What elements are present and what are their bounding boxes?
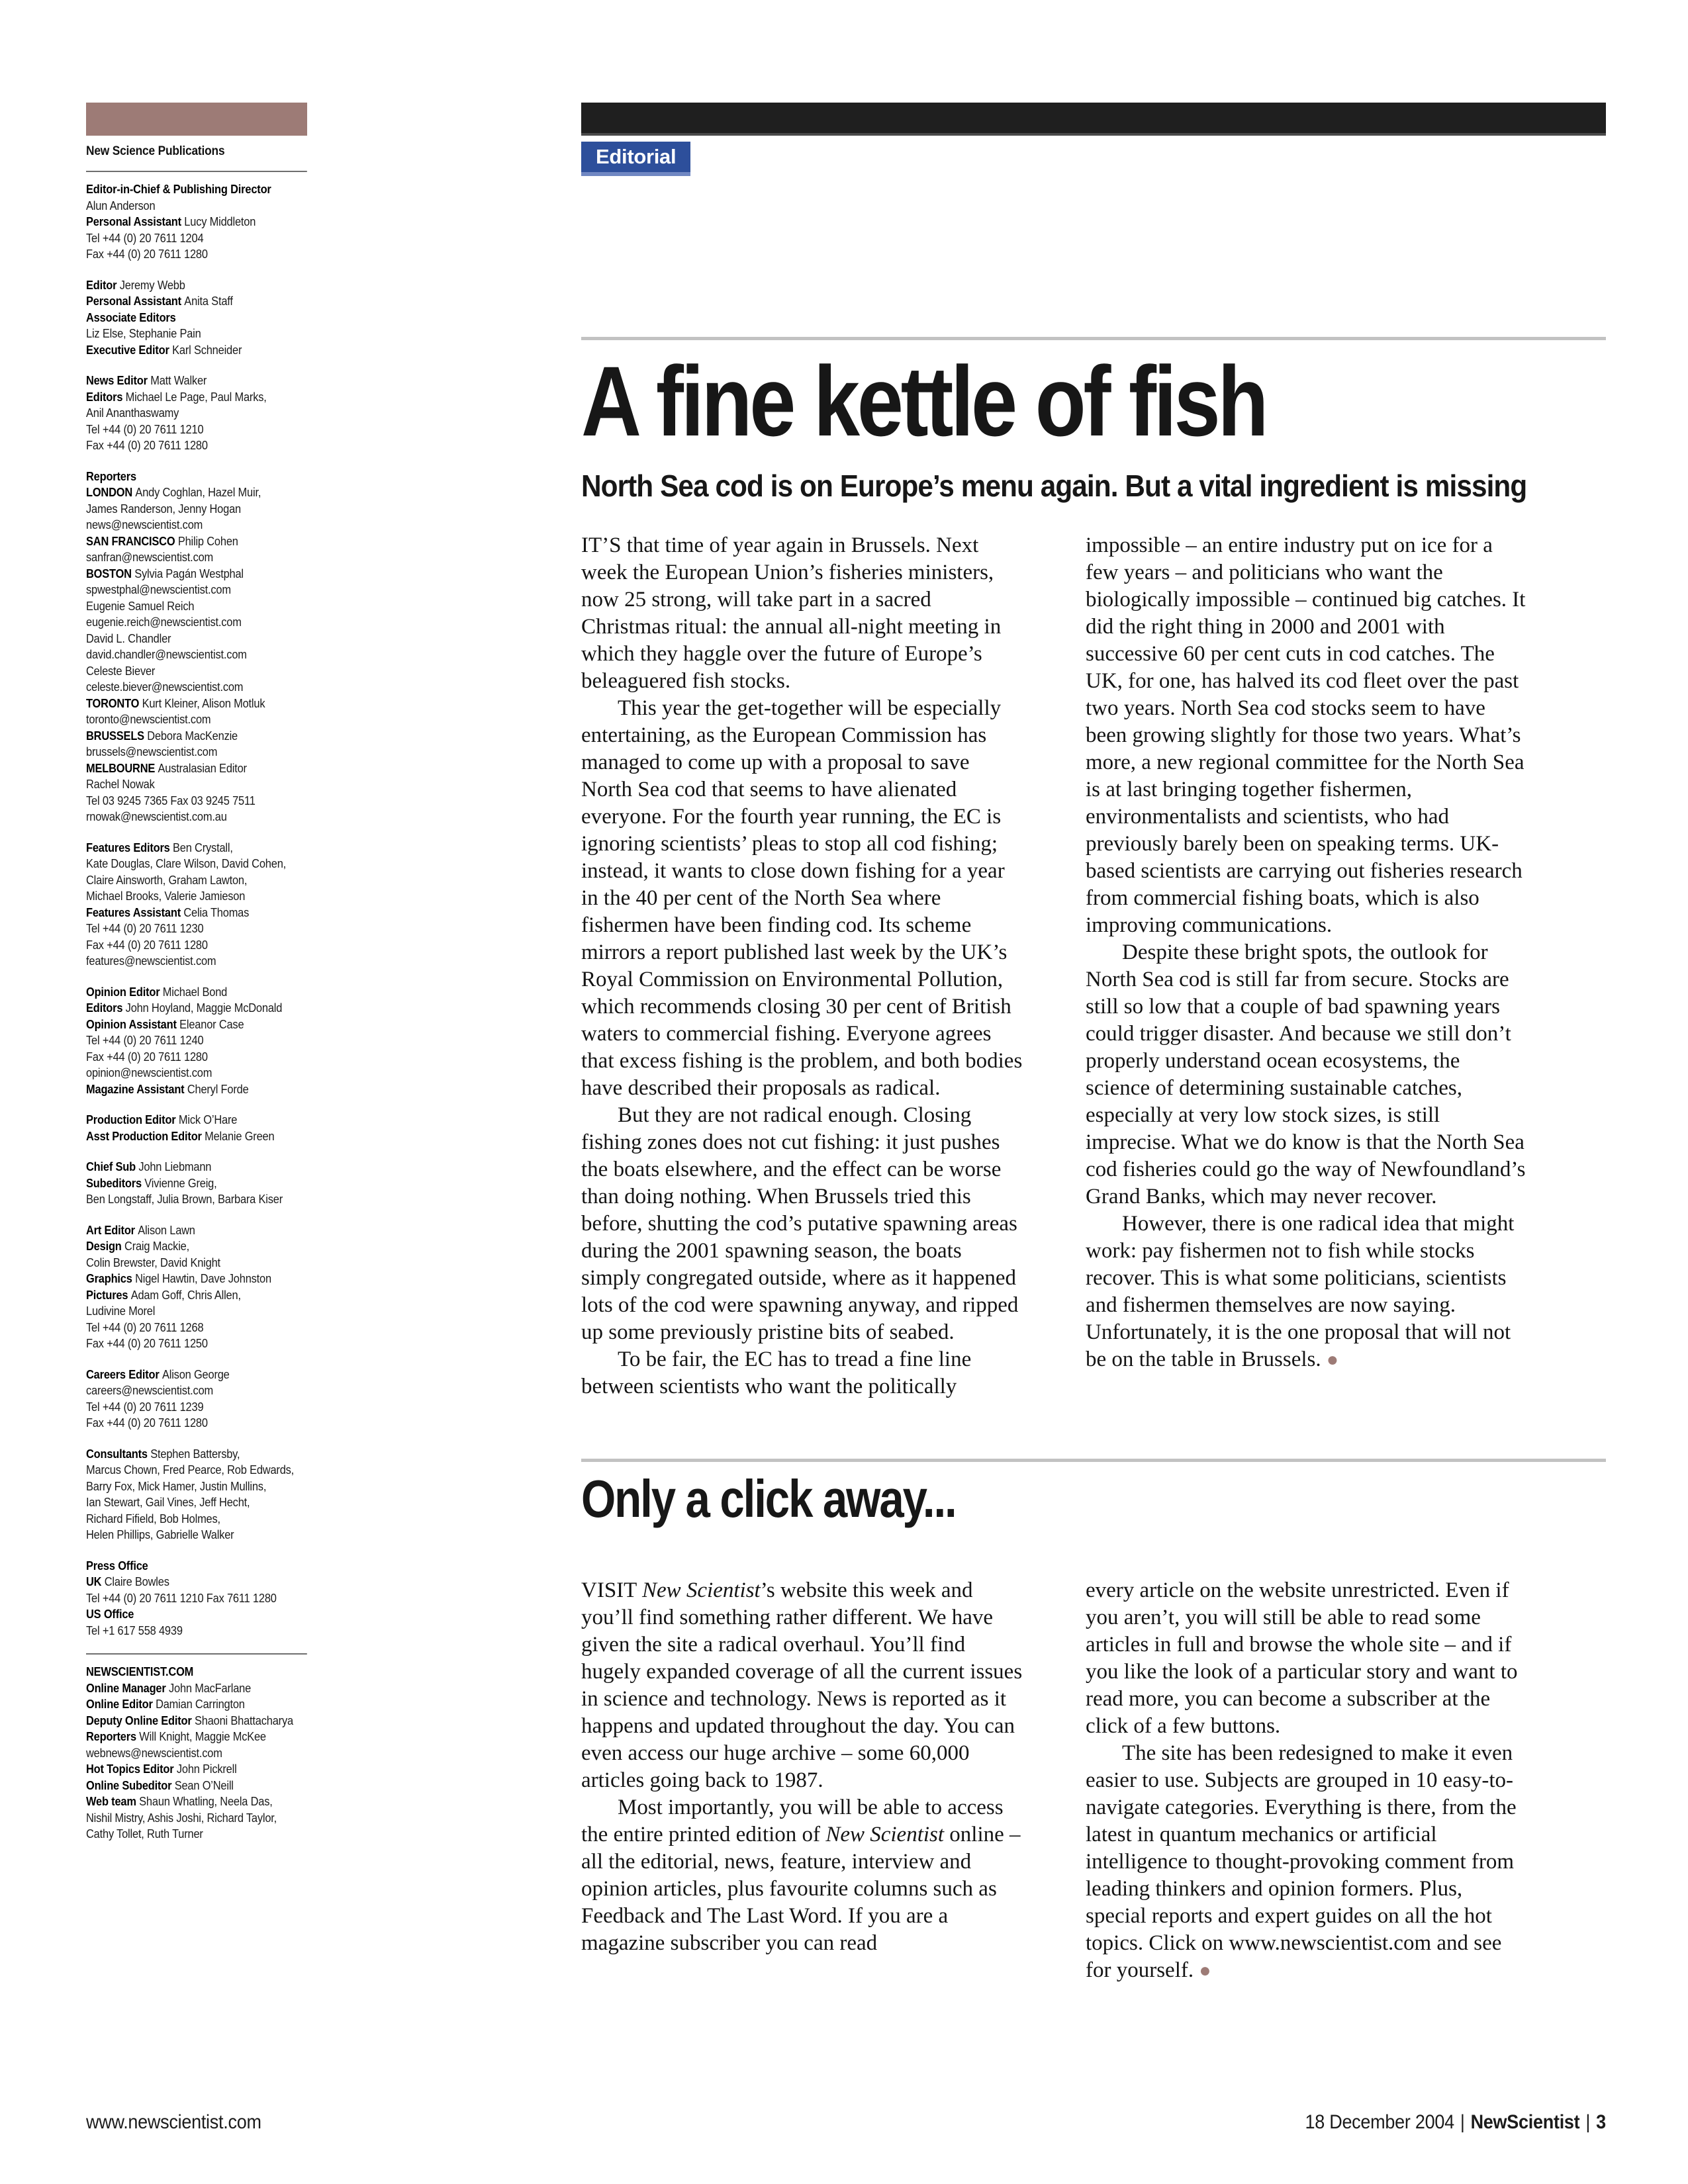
masthead-section <box>86 840 307 970</box>
masthead-section <box>86 181 307 263</box>
masthead-line: UK Claire Bowles <box>86 1575 169 1588</box>
headline-rule <box>581 337 1606 340</box>
masthead-line: Fax +44 (0) 20 7611 1280 <box>86 439 208 452</box>
masthead-section <box>86 277 307 359</box>
masthead-line: features@newscientist.com <box>86 954 216 968</box>
masthead-line: Opinion Assistant Eleanor Case <box>86 1017 244 1031</box>
masthead-sidebar <box>86 103 307 1857</box>
masthead-line: Editor-in-Chief & Publishing Director <box>86 183 271 196</box>
masthead-line: sanfran@newscientist.com <box>86 551 214 564</box>
article-column-right <box>1086 532 1528 1400</box>
masthead-line: Asst Production Editor Melanie Green <box>86 1129 275 1143</box>
masthead-line: Online Manager John MacFarlane <box>86 1681 252 1695</box>
top-black-bar <box>581 103 1606 136</box>
footer-date: 18 December 2004 <box>1305 2111 1454 2133</box>
masthead-line: Celeste Biever <box>86 664 156 678</box>
masthead-line: david.chandler@newscientist.com <box>86 648 247 661</box>
masthead-line: Fax +44 (0) 20 7611 1280 <box>86 938 208 952</box>
masthead-line: BOSTON Sylvia Pagán Westphal <box>86 567 244 580</box>
masthead-section <box>86 1159 307 1208</box>
masthead-text-block <box>86 144 307 1843</box>
masthead-line: Executive Editor Karl Schneider <box>86 343 242 357</box>
second-article-column-right <box>1086 1577 1528 1984</box>
body-paragraph: VISIT New Scientist’s website this week and you’ll find something rather different. We have given the site a radical overhaul. You’ll find hugely expanded coverage of all the current issues in science and technology. News is reported as it happens and updated throughout the day. You can even access our huge archive – some 60,000 articles going back to 1987. <box>581 1578 1023 1792</box>
masthead-line: Online Editor Damian Carrington <box>86 1698 245 1711</box>
masthead-section <box>86 1367 307 1432</box>
masthead-line: Personal Assistant Anita Staff <box>86 295 233 308</box>
body-paragraph: To be fair, the EC has to tread a fine line between scientists who want the politically <box>581 1347 972 1398</box>
footer-separator: | <box>1460 2111 1465 2133</box>
masthead-line: Subeditors Vivienne Greig, <box>86 1176 217 1190</box>
masthead-line: BRUSSELS Debora MacKenzie <box>86 729 238 743</box>
page-footer <box>86 2111 1606 2134</box>
masthead-line: eugenie.reich@newscientist.com <box>86 615 242 629</box>
masthead-line: toronto@newscientist.com <box>86 713 211 726</box>
masthead-line: Opinion Editor Michael Bond <box>86 985 228 999</box>
masthead-line: NEWSCIENTIST.COM <box>86 1665 194 1678</box>
masthead-line: Associate Editors <box>86 310 176 324</box>
masthead-line: Richard Fifield, Bob Holmes, <box>86 1512 220 1525</box>
masthead-line: Editors John Hoyland, Maggie McDonald <box>86 1001 283 1015</box>
masthead-line: Michael Brooks, Valerie Jamieson <box>86 889 246 903</box>
masthead-line: LONDON Andy Coghlan, Hazel Muir, <box>86 486 261 499</box>
masthead-line: Kate Douglas, Clare Wilson, David Cohen, <box>86 857 287 870</box>
masthead-line: James Randerson, Jenny Hogan <box>86 502 241 516</box>
body-paragraph: Despite these bright spots, the outlook for North Sea cod is still far from secure. Stocks are still so low that a couple of bad spawning years could trigger disaster. And because we still don’t properly understand ocean ecosystems, the science of determining sustainable catches, especially at very low stock sizes, is still imprecise. What we do know is that the North Sea cod fisheries could go the way of Newfoundland’s Grand Banks, which may never recover. <box>1086 940 1526 1208</box>
footer-issue-info <box>1305 2111 1606 2134</box>
masthead-line: Features Assistant Celia Thomas <box>86 905 250 919</box>
masthead-line: Reporters Will Knight, Maggie McKee <box>86 1730 266 1743</box>
masthead-line: Consultants Stephen Battersby, <box>86 1447 240 1461</box>
masthead-line: Personal Assistant Lucy Middleton <box>86 215 256 228</box>
body-paragraph: IT’S that time of year again in Brussels. Next week the European Union’s fisheries ministers, now 25 strong, will take part in a sacred Christmas ritual: the annual all-night meeting in which they haggle over the future of Europe’s beleaguered fish stocks. <box>581 533 1002 693</box>
end-bullet-icon: ● <box>1326 1349 1338 1371</box>
masthead-line: Tel +44 (0) 20 7611 1210 Fax 7611 1280 <box>86 1591 277 1605</box>
masthead-line: Deputy Online Editor Shaoni Bhattacharya <box>86 1713 293 1727</box>
article-column-left <box>581 532 1023 1400</box>
masthead-line: rnowak@newscientist.com.au <box>86 810 227 823</box>
masthead-line: Tel +44 (0) 20 7611 1230 <box>86 922 204 935</box>
masthead-section <box>86 469 307 825</box>
second-article-body <box>581 1577 1606 1984</box>
masthead-section <box>86 1446 307 1543</box>
masthead-line: Fax +44 (0) 20 7611 1280 <box>86 1050 208 1064</box>
body-paragraph: Most importantly, you will be able to access the entire printed edition of New Scientist online – all the editorial, news, feature, interview and opinion articles, plus favourite columns such as Feedback and The Last Word. If you are a magazine subscriber you can read <box>581 1796 1021 1955</box>
masthead-line: David L. Chandler <box>86 631 171 645</box>
footer-website: www.newscientist.com <box>86 2111 261 2133</box>
masthead-line: Nishil Mistry, Ashis Joshi, Richard Taylor, <box>86 1811 277 1825</box>
second-article-title: Only a click away... <box>581 1469 956 1528</box>
masthead-line: Fax +44 (0) 20 7611 1280 <box>86 248 208 261</box>
masthead-line: Colin Brewster, David Knight <box>86 1255 220 1269</box>
article-title: A fine kettle of fish <box>581 345 1266 457</box>
masthead-section <box>86 1664 307 1843</box>
masthead-line: Cathy Tollet, Ruth Turner <box>86 1827 203 1841</box>
footer-brand: NewScientist <box>1470 2111 1580 2133</box>
masthead-line: Anil Ananthaswamy <box>86 406 179 420</box>
masthead-line: Graphics Nigel Hawtin, Dave Johnston <box>86 1272 271 1285</box>
article-body <box>581 532 1606 1400</box>
masthead-line: Ludivine Morel <box>86 1304 156 1318</box>
article-standfirst: North Sea cod is on Europe’s menu again. But a vital ingredient is missing <box>581 469 1527 503</box>
masthead-line: MELBOURNE Australasian Editor <box>86 761 247 775</box>
masthead-line: Eugenie Samuel Reich <box>86 599 195 613</box>
masthead-line: Barry Fox, Mick Hamer, Justin Mullins, <box>86 1479 267 1493</box>
masthead-section <box>86 1112 307 1144</box>
masthead-line: Tel +44 (0) 20 7611 1240 <box>86 1034 204 1047</box>
masthead-line: Design Craig Mackie, <box>86 1240 190 1253</box>
masthead-line: news@newscientist.com <box>86 518 203 531</box>
masthead-line: Ben Longstaff, Julia Brown, Barbara Kiser <box>86 1193 283 1206</box>
masthead-line: Tel +44 (0) 20 7611 1204 <box>86 231 204 245</box>
masthead-line: Helen Phillips, Gabrielle Walker <box>86 1528 234 1541</box>
masthead-line: Hot Topics Editor John Pickrell <box>86 1762 237 1776</box>
masthead-line: Tel +1 617 558 4939 <box>86 1623 183 1637</box>
masthead-line: careers@newscientist.com <box>86 1384 214 1397</box>
masthead-line: Liz Else, Stephanie Pain <box>86 327 201 340</box>
section-tag-editorial: Editorial <box>581 142 690 176</box>
masthead-line: Reporters <box>86 469 136 483</box>
body-paragraph: impossible – an entire industry put on ice for a few years – and politicians who want the biologically impossible – continued big catches. It did the right thing in 2000 and 2001 with successive 60 per cent cuts in cod catches. The UK, for one, has halved its cod fleet over the past two years. North Sea cod stocks seem to have been growing slightly for those two years. What’s more, a new regional committee for the North Sea is at last bringing together fishermen, environmentalists and scientists, who had previously barely been on speaking terms. UK-based scientists are carrying out fisheries research from commercial fishing boats, which is also improving communications. <box>1086 533 1526 937</box>
masthead-line: Press Office <box>86 1559 148 1572</box>
masthead-line: SAN FRANCISCO Philip Cohen <box>86 534 238 548</box>
masthead-line: Pictures Adam Goff, Chris Allen, <box>86 1288 241 1302</box>
second-article-rule <box>581 1459 1606 1462</box>
sidebar-sections <box>86 181 307 1843</box>
masthead-line: Art Editor Alison Lawn <box>86 1223 195 1237</box>
body-paragraph: However, there is one radical idea that might work: pay fishermen not to fish while stocks recover. This is what some politicians, scientists and fishermen themselves are now saying. Unfortunately, it is the one proposal that will not be on the table in Brussels. ● <box>1086 1212 1515 1371</box>
masthead-line: Web team Shaun Whatling, Neela Das, <box>86 1795 273 1808</box>
body-paragraph: The site has been redesigned to make it even easier to use. Subjects are grouped in 10 easy-to-navigate categories. Everything is there, from the latest in quantum mechanics or artificial intelligence to thought-provoking comment from leading thinkers and opinion formers. Plus, special reports and expert guides on all the hot topics. Click on www.newscientist.com and see for yourself. ● <box>1086 1741 1517 1982</box>
masthead-line: Alun Anderson <box>86 199 156 212</box>
masthead-line: News Editor Matt Walker <box>86 374 207 387</box>
masthead-line: Tel +44 (0) 20 7611 1239 <box>86 1400 204 1414</box>
masthead-line: Magazine Assistant Cheryl Forde <box>86 1082 249 1096</box>
publisher-name: New Science Publications <box>86 144 225 158</box>
end-bullet-icon: ● <box>1199 1960 1211 1981</box>
masthead-line: Fax +44 (0) 20 7611 1280 <box>86 1416 208 1430</box>
footer-separator: | <box>1585 2111 1591 2133</box>
masthead-line: Features Editors Ben Crystall, <box>86 841 233 854</box>
masthead-line: webnews@newscientist.com <box>86 1746 222 1760</box>
masthead-line: brussels@newscientist.com <box>86 745 218 758</box>
masthead-section <box>86 1222 307 1352</box>
masthead-line: Chief Sub John Liebmann <box>86 1160 212 1173</box>
masthead-line: Ian Stewart, Gail Vines, Jeff Hecht, <box>86 1496 250 1509</box>
masthead-line: Rachel Nowak <box>86 778 155 791</box>
masthead-line: Claire Ainsworth, Graham Lawton, <box>86 873 248 887</box>
masthead-line: TORONTO Kurt Kleiner, Alison Motluk <box>86 696 265 710</box>
masthead-line: Editor Jeremy Webb <box>86 278 185 292</box>
body-paragraph: But they are not radical enough. Closing fishing zones does not cut fishing: it just pushes the boats elsewhere, and the effect can be worse than doing nothing. When Brussels tried this before, shutting the cod’s putative spawning areas during the 2001 spawning season, the boats simply congregated outside, where as it happened lots of the cod were spawning anyway, and ripped up some previously pristine bits of seabed. <box>581 1103 1019 1344</box>
masthead-line: Tel 03 9245 7365 Fax 03 9245 7511 <box>86 794 256 807</box>
masthead-line: Tel +44 (0) 20 7611 1268 <box>86 1320 204 1334</box>
footer-page-number: 3 <box>1596 2111 1606 2133</box>
masthead-line: Tel +44 (0) 20 7611 1210 <box>86 422 204 436</box>
masthead-line: Production Editor Mick O’Hare <box>86 1113 238 1126</box>
main-content <box>581 103 1606 1984</box>
masthead-line: opinion@newscientist.com <box>86 1066 212 1079</box>
body-paragraph: every article on the website unrestricted. Even if you aren’t, you will still be able to read some articles in full and browse the whole site – and if you like the look of a particular story and want to read more, you can become a subscriber at the click of a few buttons. <box>1086 1578 1518 1738</box>
masthead-line: US Office <box>86 1608 134 1621</box>
masthead-line: Careers Editor Alison George <box>86 1367 230 1381</box>
masthead-section <box>86 373 307 454</box>
masthead-color-bar <box>86 103 307 136</box>
masthead-line: Fax +44 (0) 20 7611 1250 <box>86 1337 208 1350</box>
masthead-line: celeste.biever@newscientist.com <box>86 680 244 694</box>
body-paragraph: This year the get-together will be especially entertaining, as the European Commission has managed to come up with a proposal to save North Sea cod that seems to have alienated everyone. For the fourth year running, the EC is ignoring scientists’ pleas to stop all cod fishing; instead, it wants to close down fishing for a year in the 40 per cent of the North Sea where fishermen have been finding cod. Its scheme mirrors a report published last week by the UK’s Royal Commission on Environmental Pollution, which recommends closing 30 per cent of British waters to commercial fishing. Everyone agrees that excess fishing is the problem, and both bodies have described their proposals as radical. <box>581 696 1023 1100</box>
second-article-column-left <box>581 1577 1023 1984</box>
masthead-divider <box>86 1653 307 1655</box>
masthead-divider <box>86 171 307 172</box>
masthead-line: Marcus Chown, Fred Pearce, Rob Edwards, <box>86 1463 295 1477</box>
masthead-line: Online Subeditor Sean O’Neill <box>86 1778 234 1792</box>
masthead-section <box>86 984 307 1098</box>
masthead-line: Editors Michael Le Page, Paul Marks, <box>86 390 267 404</box>
masthead-line: spwestphal@newscientist.com <box>86 583 231 596</box>
masthead-section <box>86 1558 307 1639</box>
